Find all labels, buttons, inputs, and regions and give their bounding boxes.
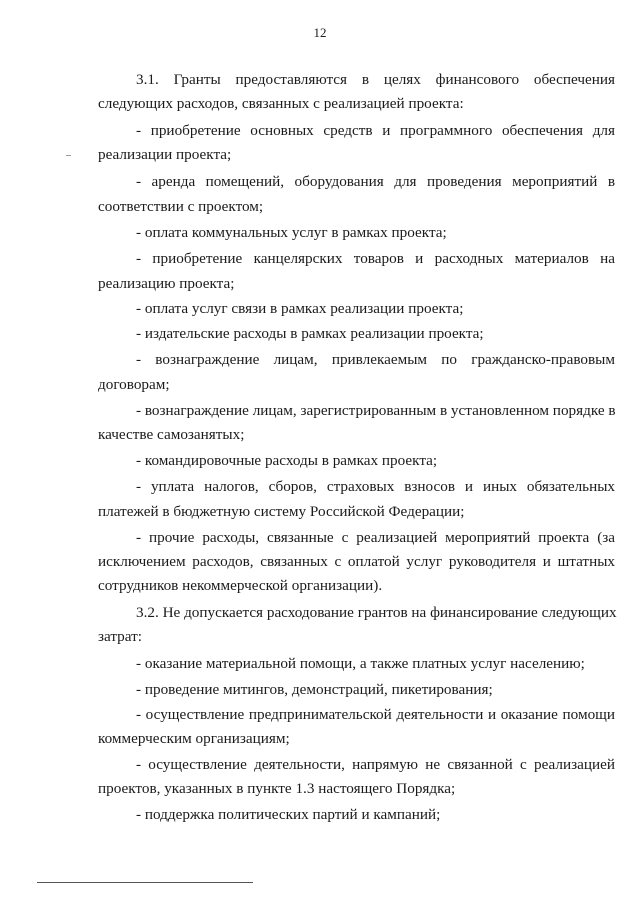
page-number: 12 (313, 25, 327, 40)
text-line: - оплата услуг связи в рамках реализации проекта; (136, 300, 464, 317)
text-line: соответствии с проектом; (98, 198, 264, 215)
text-line: 3.2. Не допускается расходование грантов на финансирование следующих (136, 604, 617, 621)
text-line: исключением расходов, связанных с оплатой услуг руководителя и штатных (98, 553, 615, 570)
footer-rule (37, 882, 253, 883)
margin-mark (66, 155, 71, 156)
text-line: качестве самозанятых; (98, 426, 245, 443)
text-line: - оплата коммунальных услуг в рамках проекта; (136, 224, 447, 241)
text-line: реализации проекта; (98, 146, 232, 163)
text-line: - осуществление предпринимательской деятельности и оказание помощи (136, 706, 615, 723)
text-line: - издательские расходы в рамках реализации проекта; (136, 325, 484, 342)
text-line: - приобретение основных средств и программного обеспечения для (136, 122, 615, 139)
text-line: - приобретение канцелярских товаров и расходных материалов на (136, 250, 615, 267)
text-line: - прочие расходы, связанные с реализацией мероприятий проекта (за (136, 529, 615, 546)
text-line: договорам; (98, 376, 170, 393)
text-line: следующих расходов, связанных с реализацией проекта: (98, 95, 464, 112)
text-line: - оказание материальной помощи, а также платных услуг населению; (136, 655, 585, 672)
text-line: сотрудников некоммерческой организации). (98, 577, 383, 594)
text-line: затрат: (98, 628, 142, 645)
text-line: - аренда помещений, оборудования для проведения мероприятий в (136, 173, 615, 190)
text-line: проектов, указанных в пункте 1.3 настоящего Порядка; (98, 780, 456, 797)
text-line: - командировочные расходы в рамках проекта; (136, 452, 438, 469)
text-line: реализацию проекта; (98, 275, 235, 292)
text-line: - вознаграждение лицам, зарегистрированным в установленном порядке в (136, 402, 616, 419)
text-line: 3.1. Гранты предоставляются в целях финансового обеспечения (136, 71, 615, 88)
text-line: платежей в бюджетную систему Российской Федерации; (98, 503, 465, 520)
text-line: - уплата налогов, сборов, страховых взносов и иных обязательных (136, 478, 615, 495)
text-line: - вознаграждение лицам, привлекаемым по гражданско-правовым (136, 351, 615, 368)
text-line: - проведение митингов, демонстраций, пикетирования; (136, 681, 493, 698)
text-line: - осуществление деятельности, напрямую не связанной с реализацией (136, 756, 615, 773)
text-line: коммерческим организациям; (98, 730, 290, 747)
text-line: - поддержка политических партий и кампаний; (136, 806, 441, 823)
